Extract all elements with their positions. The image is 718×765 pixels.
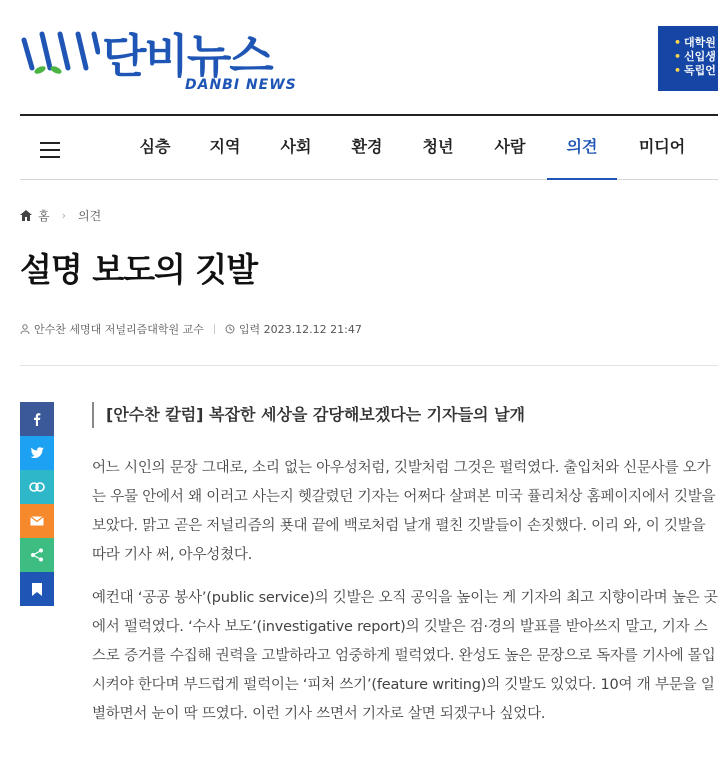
twitter-icon	[30, 447, 44, 459]
menu-icon[interactable]	[40, 142, 60, 158]
article-paragraph: 예컨대 ‘공공 봉사’(public service)의 깃발은 오직 공익을 높이는 게 기자의 최고 지향이라며 높은 곳에서 펄럭였다. ‘수사 보도’(investigative report)의 깃발은 검·경의 발표를 받아쓰지 말고, 기자 스스로 증거를 수집해 권력을 고발하라고 엄중하게 펄럭였다. 완성도 높은 문장으로 독자를 기사에 몰입시켜야 한다며 부드럽게 펄럭이는 ‘피처 쓰기’(feature writing)의 깃발도 있었다. 10여 개 부문을 일별하면서 눈이 딱 뜨였다. 이런 기사 쓰면서 기자로 살면 되겠구나 싶었다.	[92, 590, 718, 722]
share-bar	[20, 402, 54, 606]
nav-item-opinion[interactable]: 의견	[547, 116, 617, 180]
article-meta	[20, 321, 362, 337]
nav-item-youth[interactable]: 청년	[422, 137, 454, 156]
person-icon	[20, 324, 30, 334]
logo-title: 단비뉴스	[102, 29, 272, 83]
nav-item-region[interactable]: 지역	[209, 137, 241, 156]
facebook-share-button[interactable]	[20, 402, 54, 436]
divider	[20, 365, 718, 366]
publish-date: 입력 2023.12.12 21:47	[238, 323, 362, 336]
article-subhead: [안수찬 칼럼] 복잡한 세상을 감당해보겠다는 기자들의 날개	[92, 402, 718, 428]
banner-line: • 대학원	[674, 36, 718, 50]
logo-subtitle: DANBI NEWS	[185, 77, 297, 93]
bookmark-button[interactable]	[20, 572, 54, 606]
ad-banner[interactable]	[658, 26, 718, 91]
link-share-button[interactable]	[20, 470, 54, 504]
more-share-button[interactable]	[20, 538, 54, 572]
facebook-icon	[30, 412, 44, 426]
home-icon[interactable]	[20, 210, 32, 221]
bookmark-icon	[32, 583, 42, 596]
mail-share-button[interactable]	[20, 504, 54, 538]
page-title: 설명 보도의 깃발	[20, 250, 258, 289]
mail-icon	[30, 516, 44, 526]
breadcrumb	[20, 207, 101, 224]
link-icon	[29, 482, 45, 492]
share-icon	[30, 548, 44, 562]
twitter-share-button[interactable]	[20, 436, 54, 470]
site-logo[interactable]	[20, 22, 310, 94]
nav-item-depth[interactable]: 심층	[139, 137, 171, 156]
article-paragraph: 어느 시인의 문장 그대로, 소리 없는 아우성처럼, 깃발처럼 그것은 펄럭였다. 출입처와 신문사를 오가는 우물 안에서 왜 이러고 사는지 헷갈렸던 기자는 어쩌다 살펴본 미국 퓰리처상 홈페이지에서 깃발을 보았다. 맑고 곧은 저널리즘의 푯대 끝에 백로처럼 날개 펼친 깃발들이 손짓했다. 이리 와, 이 깃발을 따라 기사 써, 아우성쳤다.	[92, 460, 716, 563]
banner-line: • 독립언	[674, 64, 718, 78]
nav-item-environment[interactable]: 환경	[351, 137, 383, 156]
nav-item-people[interactable]: 사람	[494, 137, 526, 156]
nav-item-society[interactable]: 사회	[280, 137, 312, 156]
nav-item-media[interactable]: 미디어	[638, 137, 686, 156]
author-name: 안수찬 세명대 저널리즘대학원 교수	[34, 323, 204, 336]
clock-icon	[225, 324, 235, 334]
banner-line: • 신입생	[674, 50, 718, 64]
chevron-right-icon: ›	[61, 209, 66, 222]
logo-mark-icon	[20, 28, 100, 76]
main-nav	[20, 114, 718, 180]
breadcrumb-home[interactable]: 홈	[38, 209, 50, 223]
breadcrumb-current[interactable]: 의견	[78, 209, 102, 223]
